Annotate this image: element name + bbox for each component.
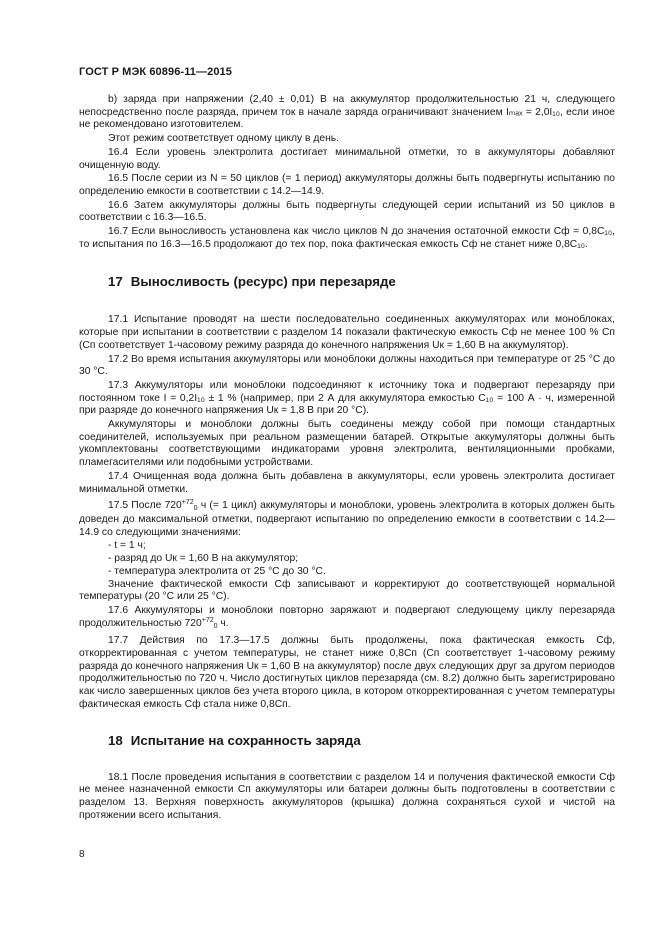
paragraph-17-5-end: ч (= 1 цикл) аккумуляторы и моноблоки, уровень электролита в которых должен быть доведен до максимальной отметки, подвергают испытанию по определению емкости в соответствии с 14.2—14.9 со следующими значениями: xyxy=(79,500,616,538)
paragraph-b: b) заряда при напряжении (2,40 ± 0,01) В на аккумулятор продолжительностью 21 ч, следующего непосредственно после разряда, причем ток в начале заряда ограничивают значением Iₘₐₓ = 2,0I₁₀, если иное не рекомендовано изготовителем. xyxy=(79,94,615,131)
paragraph-mode: Этот режим соответствует одному циклу в день. xyxy=(108,133,340,145)
paragraph-17-7: 17.7 Действия по 17.3—17.5 должны быть продолжены, пока фактическая емкость Cф, откорректированная с учетом температуры, не станет ниже 0,8Cп (Cп соответствует 1-часовому режиму разряда до конечного напряжения Uк = 1,60 В на аккумулятор) после двух следующих друг за другом периодов продолжительностью по 720 ч. Число достигнутых циклов перезаряда (см. 8.2) должно быть зарегистрировано как число завершенных циклов без учета второго цикла, в котором откорректированная с учетом температуры фактическая емкость Cф стала ниже 0,8Cп. xyxy=(79,635,615,710)
document-id: ГОСТ Р МЭК 60896-11—2015 xyxy=(79,66,232,78)
paragraph-17-6-start: 17.6 Аккумуляторы и моноблоки повторно заряжают и подвергают следующему циклу перезаряда продолжительностью 720 xyxy=(79,604,615,629)
list-item: - t = 1 ч; xyxy=(108,540,146,552)
section-17-number: 17 xyxy=(108,274,123,290)
section-17-heading xyxy=(108,274,615,290)
paragraph-17-2: 17.2 Во время испытания аккумуляторы или моноблоки должны находиться при температуре от 25 °C до 30 °C. xyxy=(79,353,615,378)
paragraph-17-3: 17.3 Аккумуляторы или моноблоки подсоединяют к источнику тока и подвергают перезаряду при постоянном токе I = 0,2I₁₀ ± 1 % (например, при 2 А для аккумулятора емкостью C₁₀ = 100 А · ч, измеренной при разряде до конечного напряжения Uк = 1,8 В при 20 °C). xyxy=(79,379,615,417)
section-18-heading xyxy=(108,733,615,749)
list-item: - температура электролита от 25 °C до 30 °C. xyxy=(108,565,326,577)
paragraph-capacity: Значение фактической емкости Cф записывают и корректируют до соответствующей нормальной температуры (20 °C или 25 °C). xyxy=(79,578,615,603)
paragraph-17-5 xyxy=(79,500,615,539)
paragraph-17-6-end: ч. xyxy=(220,617,229,629)
paragraph-connectors: Аккумуляторы и моноблоки должны быть соединены между собой при помощи стандартных соединителей, используемых при реальном размещении батарей. Открытые аккумуляторы должны быть укомплектованы соответствующими индикаторами уровня электролита, вентиляционными пробками, пламегасителями или подобными устройствами. xyxy=(79,419,615,469)
tolerance-plus: +72 xyxy=(181,499,194,507)
paragraph-17-6 xyxy=(79,605,615,631)
paragraph-17-1: 17.1 Испытание проводят на шести последовательно соединенных аккумуляторах или моноблоках, которые при испытании в соответствии с разделом 14 показали фактическую емкость Cф не менее 100 % Cп (Cп соответствует 1-часовому режиму разряда до конечного напряжения Uк = 1,60 В на аккумулятор). xyxy=(79,314,615,351)
tolerance-zero: 0 xyxy=(193,505,198,513)
paragraph-16-6: 16.6 Затем аккумуляторы должны быть подвергнуты следующей серии испытаний из 50 циклов в соответствии с 16.3—16.5. xyxy=(79,199,615,224)
paragraph-16-7: 16.7 Если выносливость установлена как число циклов N до значения остаточной емкости Cф = 0,8C₁₀, то испытания по 16.3—16.5 продолжают до тех пор, пока фактическая емкость Cф не станет ниже 0,8C₁₀. xyxy=(79,226,615,250)
paragraph-17-5-start: 17.5 После 720 xyxy=(108,500,182,512)
document-body xyxy=(79,94,615,823)
page-number: 8 xyxy=(79,849,85,860)
paragraph-16-5: 16.5 После серии из N = 50 циклов (= 1 период) аккумуляторы должны быть подвергнуты испытанию по определению емкости в соответствии с 14.2—14.9. xyxy=(79,173,615,197)
tolerance-plus: +72 xyxy=(201,616,214,624)
section-17-title: Выносливость (ресурс) при перезаряде xyxy=(130,274,396,290)
section-18-title: Испытание на сохранность заряда xyxy=(130,732,361,748)
section-18-number: 18 xyxy=(108,732,123,748)
tolerance-zero: 0 xyxy=(213,622,218,630)
paragraph-17-4: 17.4 Очищенная вода должна быть добавлена в аккумуляторы, если уровень электролита достигает минимальной отметки. xyxy=(79,470,615,495)
paragraph-16-4: 16.4 Если уровень электролита достигает минимальной отметки, то в аккумуляторы добавляют очищенную воду. xyxy=(79,146,615,171)
paragraph-18-1: 18.1 После проведения испытания в соответствии с разделом 14 и получения фактической емкости Cф не менее назначенной емкости Cп аккумуляторы или батареи должны быть подготовлены в соответствии с разделом 13. Верхняя поверхность аккумуляторов (крышка) должна сохраняться сухой и чистой на протяжении всего испытания. xyxy=(79,771,615,821)
list-item: - разряд до Uк = 1,60 В на аккумулятор; xyxy=(108,553,299,565)
